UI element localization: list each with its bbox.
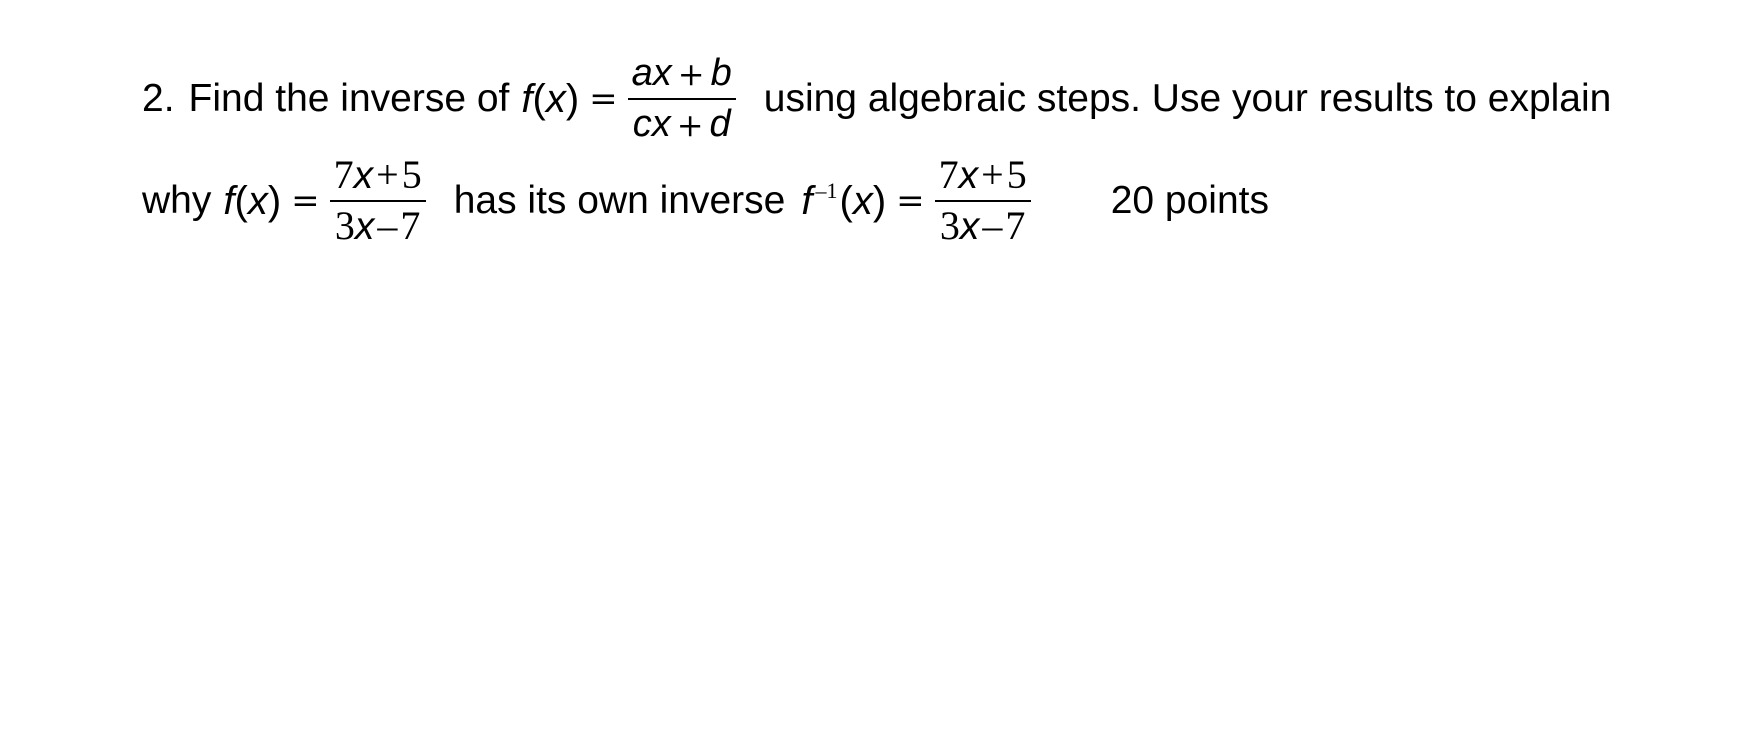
function-f-of-x: f(x) xyxy=(521,76,580,121)
problem-text-own-inverse: has its own inverse xyxy=(453,179,786,222)
denominator-variable: x xyxy=(959,204,980,248)
function-fraction xyxy=(330,151,426,251)
function-variable: x xyxy=(545,76,566,121)
denominator-operator: – xyxy=(377,202,398,248)
problem-text-why: why xyxy=(142,179,212,222)
general-rational-fraction xyxy=(628,49,736,149)
points-value: 20 points xyxy=(1110,179,1269,222)
fraction-denominator xyxy=(936,202,1030,251)
fraction-numerator xyxy=(935,151,1031,200)
numerator-plus: + xyxy=(677,55,705,94)
denominator-coefficient: 3 xyxy=(939,202,960,248)
function-variable: x xyxy=(247,178,268,223)
numerator-variable: x xyxy=(958,154,979,198)
numerator-operator: + xyxy=(376,152,399,198)
denominator-operator: – xyxy=(982,202,1003,248)
equals-sign: = xyxy=(589,79,618,119)
function-name: f xyxy=(521,76,533,121)
problem-text-find-inverse: Find the inverse of xyxy=(188,77,510,120)
problem-line-2 xyxy=(142,141,1269,261)
function-name: f xyxy=(223,178,235,223)
denominator-cx: cx xyxy=(632,102,671,145)
numerator-constant: 5 xyxy=(1006,152,1027,198)
problem-text-algebraic-steps: using algebraic steps. Use your results to explain xyxy=(763,77,1612,120)
denominator-constant: 7 xyxy=(1005,202,1026,248)
equals-sign: = xyxy=(291,181,320,221)
numerator-b: b xyxy=(710,52,732,95)
numerator-operator: + xyxy=(981,152,1004,198)
numerator-coefficient: 7 xyxy=(333,152,354,198)
numerator-constant: 5 xyxy=(401,152,422,198)
fraction-numerator xyxy=(330,151,426,200)
inverse-function-name: f xyxy=(801,178,813,223)
denominator-coefficient: 3 xyxy=(334,202,355,248)
numerator-variable: x xyxy=(353,154,374,198)
denominator-plus: + xyxy=(676,105,704,144)
inverse-fraction xyxy=(935,151,1031,251)
denominator-variable: x xyxy=(354,204,375,248)
fraction-denominator xyxy=(331,202,425,251)
problem-number: 2. xyxy=(142,77,175,120)
equals-sign: = xyxy=(896,181,925,221)
function-f-of-x: f(x) xyxy=(223,178,282,223)
fraction-numerator xyxy=(628,49,736,98)
inverse-function-variable: x xyxy=(852,178,873,223)
denominator-constant: 7 xyxy=(400,202,421,248)
denominator-d: d xyxy=(709,102,731,145)
inverse-superscript: –1 xyxy=(815,177,838,203)
numerator-ax: ax xyxy=(631,52,672,95)
inverse-function-f-of-x: f $^{-1}$(x) xyxy=(801,177,887,223)
numerator-coefficient: 7 xyxy=(938,152,959,198)
